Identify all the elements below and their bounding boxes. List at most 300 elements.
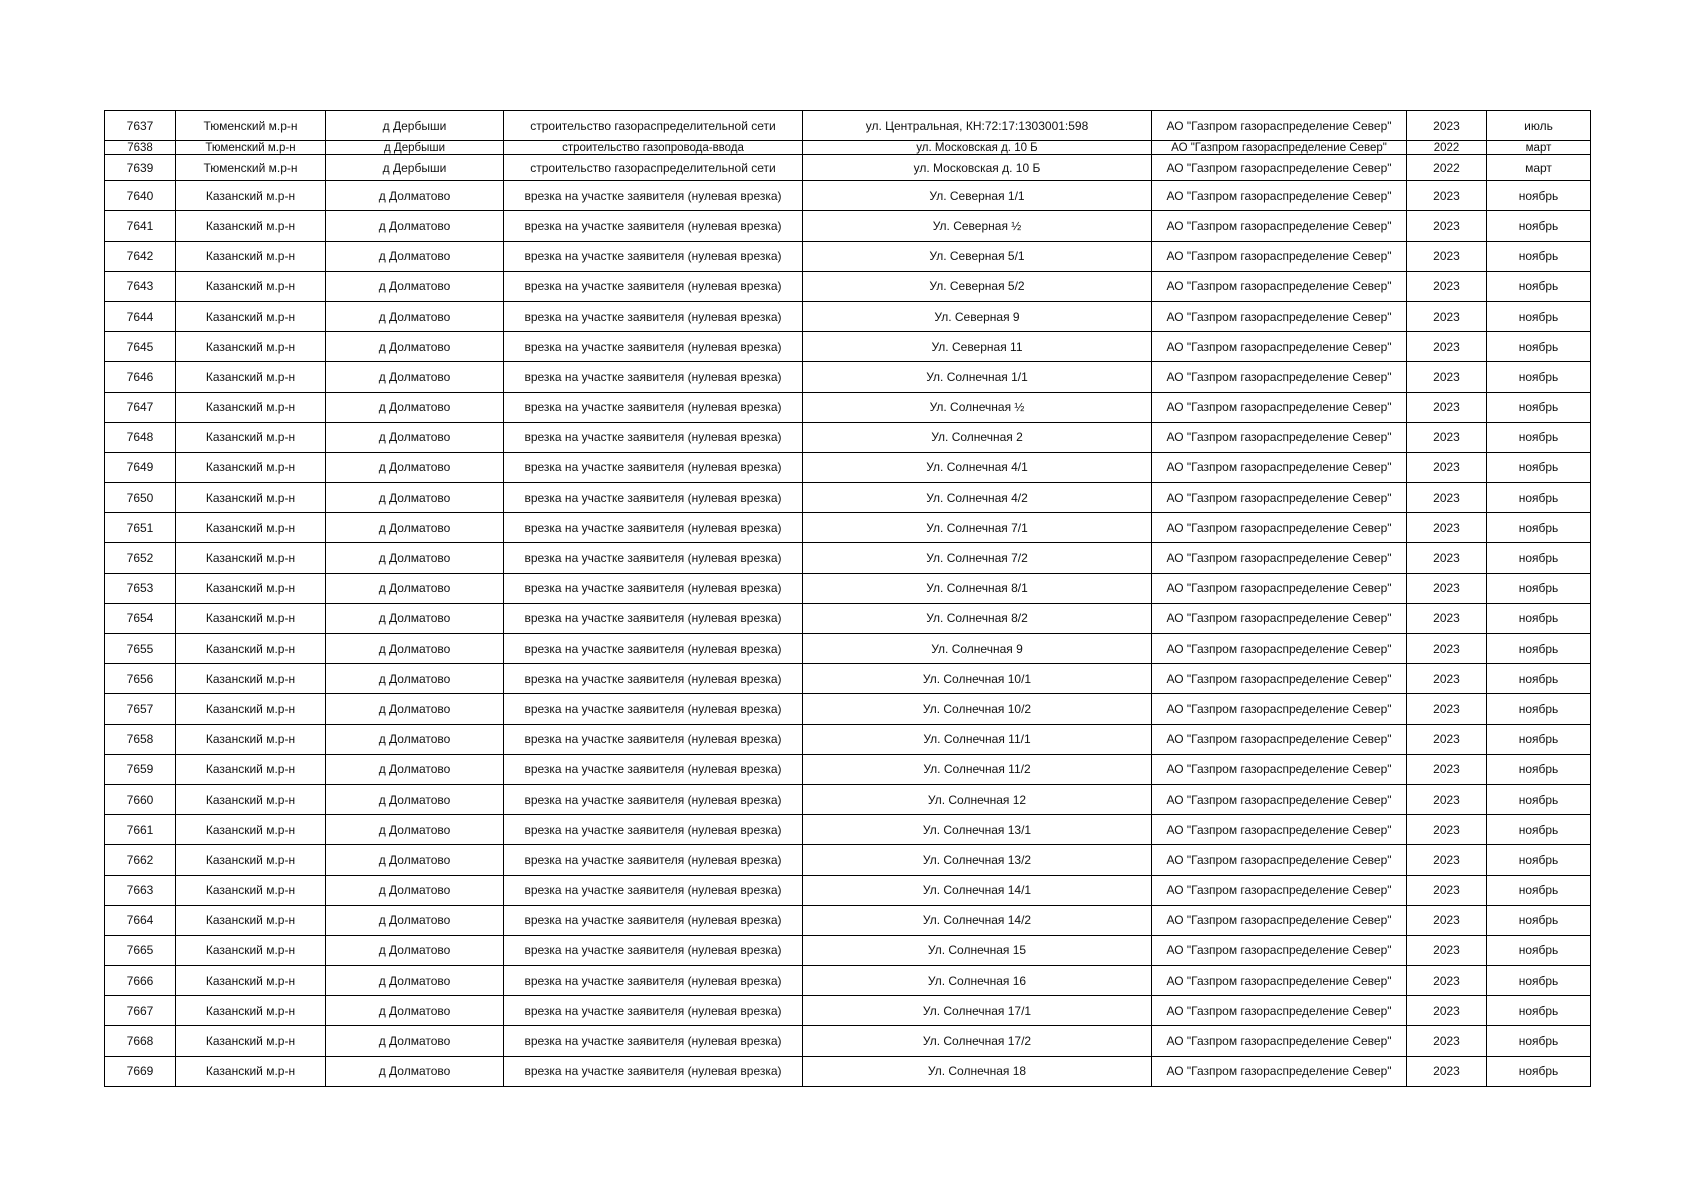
work-type-cell: врезка на участке заявителя (нулевая врезка) [504, 211, 803, 241]
district-cell: Тюменский м.р-н [176, 155, 326, 181]
table-row [105, 875, 1591, 905]
row-number-cell: 7645 [105, 332, 176, 362]
settlement-cell: д Долматово [326, 664, 504, 694]
organization-cell: АО "Газпром газораспределение Север" [1152, 452, 1407, 482]
month-cell: ноябрь [1487, 181, 1591, 211]
year-cell: 2023 [1407, 815, 1487, 845]
settlement-cell: д Долматово [326, 483, 504, 513]
district-cell: Казанский м.р-н [176, 271, 326, 301]
year-cell: 2023 [1407, 694, 1487, 724]
year-cell: 2023 [1407, 966, 1487, 996]
year-cell: 2023 [1407, 362, 1487, 392]
settlement-cell: д Долматово [326, 815, 504, 845]
month-cell: ноябрь [1487, 392, 1591, 422]
work-type-cell: врезка на участке заявителя (нулевая врезка) [504, 392, 803, 422]
settlement-cell: д Долматово [326, 1026, 504, 1056]
month-cell: ноябрь [1487, 1026, 1591, 1056]
row-number-cell: 7639 [105, 155, 176, 181]
address-cell: Ул. Солнечная 2 [803, 422, 1152, 452]
row-number-cell: 7641 [105, 211, 176, 241]
district-cell: Казанский м.р-н [176, 694, 326, 724]
year-cell: 2023 [1407, 211, 1487, 241]
work-type-cell: врезка на участке заявителя (нулевая врезка) [504, 875, 803, 905]
district-cell: Казанский м.р-н [176, 362, 326, 392]
district-cell: Казанский м.р-н [176, 483, 326, 513]
table-row [105, 271, 1591, 301]
month-cell: ноябрь [1487, 815, 1591, 845]
month-cell: ноябрь [1487, 996, 1591, 1026]
work-type-cell: врезка на участке заявителя (нулевая врезка) [504, 301, 803, 331]
table-body [105, 111, 1591, 1087]
month-cell: ноябрь [1487, 241, 1591, 271]
month-cell: март [1487, 141, 1591, 155]
month-cell: ноябрь [1487, 362, 1591, 392]
district-cell: Казанский м.р-н [176, 211, 326, 241]
row-number-cell: 7660 [105, 784, 176, 814]
address-cell: Ул. Солнечная 7/1 [803, 513, 1152, 543]
address-cell: Ул. Северная 5/1 [803, 241, 1152, 271]
district-cell: Казанский м.р-н [176, 875, 326, 905]
organization-cell: АО "Газпром газораспределение Север" [1152, 905, 1407, 935]
table-row [105, 422, 1591, 452]
year-cell: 2023 [1407, 603, 1487, 633]
work-type-cell: врезка на участке заявителя (нулевая врезка) [504, 603, 803, 633]
month-cell: ноябрь [1487, 603, 1591, 633]
settlement-cell: д Долматово [326, 362, 504, 392]
district-cell: Казанский м.р-н [176, 452, 326, 482]
address-cell: Ул. Солнечная 11/2 [803, 754, 1152, 784]
row-number-cell: 7665 [105, 935, 176, 965]
district-cell: Казанский м.р-н [176, 392, 326, 422]
organization-cell: АО "Газпром газораспределение Север" [1152, 301, 1407, 331]
work-type-cell: врезка на участке заявителя (нулевая врезка) [504, 724, 803, 754]
settlement-cell: д Долматово [326, 603, 504, 633]
address-cell: Ул. Солнечная 17/1 [803, 996, 1152, 1026]
table-row [105, 211, 1591, 241]
settlement-cell: д Долматово [326, 301, 504, 331]
work-type-cell: врезка на участке заявителя (нулевая врезка) [504, 754, 803, 784]
district-cell: Тюменский м.р-н [176, 141, 326, 155]
table-row [105, 966, 1591, 996]
district-cell: Казанский м.р-н [176, 815, 326, 845]
organization-cell: АО "Газпром газораспределение Север" [1152, 362, 1407, 392]
settlement-cell: д Долматово [326, 332, 504, 362]
row-number-cell: 7650 [105, 483, 176, 513]
work-type-cell: врезка на участке заявителя (нулевая врезка) [504, 241, 803, 271]
organization-cell: АО "Газпром газораспределение Север" [1152, 573, 1407, 603]
row-number-cell: 7643 [105, 271, 176, 301]
year-cell: 2023 [1407, 271, 1487, 301]
organization-cell: АО "Газпром газораспределение Север" [1152, 815, 1407, 845]
address-cell: Ул. Солнечная 8/1 [803, 573, 1152, 603]
year-cell: 2023 [1407, 301, 1487, 331]
year-cell: 2023 [1407, 845, 1487, 875]
organization-cell: АО "Газпром газораспределение Север" [1152, 211, 1407, 241]
table-row [105, 362, 1591, 392]
work-type-cell: врезка на участке заявителя (нулевая врезка) [504, 543, 803, 573]
month-cell: ноябрь [1487, 754, 1591, 784]
organization-cell: АО "Газпром газораспределение Север" [1152, 875, 1407, 905]
row-number-cell: 7656 [105, 664, 176, 694]
table-row [105, 664, 1591, 694]
settlement-cell: д Долматово [326, 845, 504, 875]
district-cell: Казанский м.р-н [176, 301, 326, 331]
year-cell: 2023 [1407, 573, 1487, 603]
table-row [105, 815, 1591, 845]
work-type-cell: врезка на участке заявителя (нулевая врезка) [504, 784, 803, 814]
district-cell: Казанский м.р-н [176, 543, 326, 573]
row-number-cell: 7666 [105, 966, 176, 996]
district-cell: Казанский м.р-н [176, 784, 326, 814]
table-row [105, 483, 1591, 513]
month-cell: ноябрь [1487, 724, 1591, 754]
district-cell: Казанский м.р-н [176, 996, 326, 1026]
address-cell: ул. Московская д. 10 Б [803, 141, 1152, 155]
work-type-cell: врезка на участке заявителя (нулевая врезка) [504, 634, 803, 664]
table-row [105, 543, 1591, 573]
work-type-cell: врезка на участке заявителя (нулевая врезка) [504, 815, 803, 845]
settlement-cell: д Долматово [326, 784, 504, 814]
settlement-cell: д Долматово [326, 422, 504, 452]
organization-cell: АО "Газпром газораспределение Север" [1152, 996, 1407, 1026]
settlement-cell: д Долматово [326, 452, 504, 482]
year-cell: 2023 [1407, 754, 1487, 784]
work-type-cell: врезка на участке заявителя (нулевая врезка) [504, 905, 803, 935]
district-cell: Казанский м.р-н [176, 754, 326, 784]
table-row [105, 452, 1591, 482]
district-cell: Казанский м.р-н [176, 1026, 326, 1056]
work-type-cell: врезка на участке заявителя (нулевая врезка) [504, 1026, 803, 1056]
settlement-cell: д Долматово [326, 634, 504, 664]
settlement-cell: д Долматово [326, 694, 504, 724]
year-cell: 2023 [1407, 181, 1487, 211]
row-number-cell: 7644 [105, 301, 176, 331]
month-cell: ноябрь [1487, 905, 1591, 935]
work-type-cell: врезка на участке заявителя (нулевая врезка) [504, 362, 803, 392]
work-type-cell: врезка на участке заявителя (нулевая врезка) [504, 332, 803, 362]
organization-cell: АО "Газпром газораспределение Север" [1152, 1056, 1407, 1086]
month-cell: ноябрь [1487, 332, 1591, 362]
settlement-cell: д Долматово [326, 905, 504, 935]
address-cell: Ул. Солнечная ½ [803, 392, 1152, 422]
table-row [105, 155, 1591, 181]
district-cell: Казанский м.р-н [176, 966, 326, 996]
month-cell: июль [1487, 111, 1591, 141]
table-row [105, 845, 1591, 875]
settlement-cell: д Долматово [326, 573, 504, 603]
year-cell: 2022 [1407, 141, 1487, 155]
row-number-cell: 7658 [105, 724, 176, 754]
settlement-cell: д Долматово [326, 392, 504, 422]
work-type-cell: врезка на участке заявителя (нулевая врезка) [504, 664, 803, 694]
row-number-cell: 7651 [105, 513, 176, 543]
district-cell: Казанский м.р-н [176, 935, 326, 965]
month-cell: март [1487, 155, 1591, 181]
row-number-cell: 7664 [105, 905, 176, 935]
district-cell: Казанский м.р-н [176, 845, 326, 875]
table-row [105, 754, 1591, 784]
row-number-cell: 7659 [105, 754, 176, 784]
address-cell: Ул. Солнечная 7/2 [803, 543, 1152, 573]
organization-cell: АО "Газпром газораспределение Север" [1152, 784, 1407, 814]
table-row [105, 634, 1591, 664]
year-cell: 2023 [1407, 935, 1487, 965]
month-cell: ноябрь [1487, 483, 1591, 513]
table-row [105, 603, 1591, 633]
address-cell: Ул. Солнечная 18 [803, 1056, 1152, 1086]
work-type-cell: врезка на участке заявителя (нулевая врезка) [504, 452, 803, 482]
year-cell: 2023 [1407, 634, 1487, 664]
address-cell: Ул. Солнечная 8/2 [803, 603, 1152, 633]
address-cell: Ул. Солнечная 13/2 [803, 845, 1152, 875]
month-cell: ноябрь [1487, 664, 1591, 694]
organization-cell: АО "Газпром газораспределение Север" [1152, 935, 1407, 965]
settlement-cell: д Долматово [326, 543, 504, 573]
month-cell: ноябрь [1487, 634, 1591, 664]
year-cell: 2023 [1407, 332, 1487, 362]
district-cell: Казанский м.р-н [176, 603, 326, 633]
address-cell: Ул. Северная 5/2 [803, 271, 1152, 301]
year-cell: 2023 [1407, 996, 1487, 1026]
settlement-cell: д Долматово [326, 966, 504, 996]
organization-cell: АО "Газпром газораспределение Север" [1152, 271, 1407, 301]
settlement-cell: д Долматово [326, 211, 504, 241]
organization-cell: АО "Газпром газораспределение Север" [1152, 513, 1407, 543]
settlement-cell: д Долматово [326, 241, 504, 271]
year-cell: 2023 [1407, 784, 1487, 814]
address-cell: Ул. Солнечная 10/1 [803, 664, 1152, 694]
work-type-cell: строительство газопровода-ввода [504, 141, 803, 155]
work-type-cell: врезка на участке заявителя (нулевая врезка) [504, 513, 803, 543]
address-cell: Ул. Солнечная 1/1 [803, 362, 1152, 392]
year-cell: 2023 [1407, 513, 1487, 543]
year-cell: 2023 [1407, 241, 1487, 271]
table-row [105, 392, 1591, 422]
year-cell: 2023 [1407, 875, 1487, 905]
table-row [105, 996, 1591, 1026]
month-cell: ноябрь [1487, 452, 1591, 482]
organization-cell: АО "Газпром газораспределение Север" [1152, 483, 1407, 513]
table-row [105, 935, 1591, 965]
table-row [105, 573, 1591, 603]
work-type-cell: врезка на участке заявителя (нулевая врезка) [504, 996, 803, 1026]
address-cell: ул. Московская д. 10 Б [803, 155, 1152, 181]
address-cell: ул. Центральная, КН:72:17:1303001:598 [803, 111, 1152, 141]
address-cell: Ул. Солнечная 4/1 [803, 452, 1152, 482]
district-cell: Казанский м.р-н [176, 724, 326, 754]
work-type-cell: врезка на участке заявителя (нулевая врезка) [504, 422, 803, 452]
table-row [105, 694, 1591, 724]
row-number-cell: 7646 [105, 362, 176, 392]
month-cell: ноябрь [1487, 1056, 1591, 1086]
settlement-cell: д Долматово [326, 513, 504, 543]
address-cell: Ул. Солнечная 14/1 [803, 875, 1152, 905]
organization-cell: АО "Газпром газораспределение Север" [1152, 392, 1407, 422]
address-cell: Ул. Солнечная 17/2 [803, 1026, 1152, 1056]
month-cell: ноябрь [1487, 694, 1591, 724]
table-row [105, 141, 1591, 155]
year-cell: 2023 [1407, 1056, 1487, 1086]
year-cell: 2023 [1407, 724, 1487, 754]
row-number-cell: 7657 [105, 694, 176, 724]
month-cell: ноябрь [1487, 966, 1591, 996]
work-type-cell: врезка на участке заявителя (нулевая врезка) [504, 694, 803, 724]
table-row [105, 181, 1591, 211]
address-cell: Ул. Солнечная 4/2 [803, 483, 1152, 513]
organization-cell: АО "Газпром газораспределение Север" [1152, 966, 1407, 996]
table-row [105, 784, 1591, 814]
organization-cell: АО "Газпром газораспределение Север" [1152, 155, 1407, 181]
work-type-cell: врезка на участке заявителя (нулевая врезка) [504, 181, 803, 211]
row-number-cell: 7652 [105, 543, 176, 573]
organization-cell: АО "Газпром газораспределение Север" [1152, 141, 1407, 155]
organization-cell: АО "Газпром газораспределение Север" [1152, 422, 1407, 452]
year-cell: 2023 [1407, 452, 1487, 482]
row-number-cell: 7648 [105, 422, 176, 452]
district-cell: Казанский м.р-н [176, 241, 326, 271]
address-cell: Ул. Солнечная 15 [803, 935, 1152, 965]
settlement-cell: д Долматово [326, 754, 504, 784]
work-type-cell: врезка на участке заявителя (нулевая врезка) [504, 845, 803, 875]
organization-cell: АО "Газпром газораспределение Север" [1152, 664, 1407, 694]
settlement-cell: д Долматово [326, 935, 504, 965]
district-cell: Казанский м.р-н [176, 513, 326, 543]
month-cell: ноябрь [1487, 271, 1591, 301]
table-row [105, 332, 1591, 362]
district-cell: Тюменский м.р-н [176, 111, 326, 141]
data-table [104, 110, 1591, 1087]
district-cell: Казанский м.р-н [176, 634, 326, 664]
organization-cell: АО "Газпром газораспределение Север" [1152, 181, 1407, 211]
year-cell: 2023 [1407, 664, 1487, 694]
work-type-cell: строительство газораспределительной сети [504, 155, 803, 181]
row-number-cell: 7649 [105, 452, 176, 482]
year-cell: 2023 [1407, 111, 1487, 141]
organization-cell: АО "Газпром газораспределение Север" [1152, 111, 1407, 141]
address-cell: Ул. Солнечная 11/1 [803, 724, 1152, 754]
organization-cell: АО "Газпром газораспределение Север" [1152, 543, 1407, 573]
table-row [105, 724, 1591, 754]
document-page [104, 110, 1590, 1087]
address-cell: Ул. Солнечная 16 [803, 966, 1152, 996]
table-row [105, 241, 1591, 271]
district-cell: Казанский м.р-н [176, 181, 326, 211]
month-cell: ноябрь [1487, 784, 1591, 814]
month-cell: ноябрь [1487, 301, 1591, 331]
settlement-cell: д Долматово [326, 1056, 504, 1086]
district-cell: Казанский м.р-н [176, 905, 326, 935]
district-cell: Казанский м.р-н [176, 1056, 326, 1086]
settlement-cell: д Дербыши [326, 141, 504, 155]
settlement-cell: д Долматово [326, 996, 504, 1026]
month-cell: ноябрь [1487, 935, 1591, 965]
district-cell: Казанский м.р-н [176, 664, 326, 694]
organization-cell: АО "Газпром газораспределение Север" [1152, 845, 1407, 875]
settlement-cell: д Долматово [326, 724, 504, 754]
row-number-cell: 7640 [105, 181, 176, 211]
month-cell: ноябрь [1487, 875, 1591, 905]
year-cell: 2023 [1407, 422, 1487, 452]
organization-cell: АО "Газпром газораспределение Север" [1152, 724, 1407, 754]
settlement-cell: д Долматово [326, 271, 504, 301]
address-cell: Ул. Солнечная 13/1 [803, 815, 1152, 845]
row-number-cell: 7662 [105, 845, 176, 875]
address-cell: Ул. Солнечная 12 [803, 784, 1152, 814]
address-cell: Ул. Северная 11 [803, 332, 1152, 362]
row-number-cell: 7654 [105, 603, 176, 633]
row-number-cell: 7637 [105, 111, 176, 141]
year-cell: 2022 [1407, 155, 1487, 181]
row-number-cell: 7655 [105, 634, 176, 664]
address-cell: Ул. Северная 1/1 [803, 181, 1152, 211]
organization-cell: АО "Газпром газораспределение Север" [1152, 332, 1407, 362]
organization-cell: АО "Газпром газораспределение Север" [1152, 241, 1407, 271]
table-row [105, 1026, 1591, 1056]
address-cell: Ул. Солнечная 10/2 [803, 694, 1152, 724]
table-row [105, 111, 1591, 141]
work-type-cell: врезка на участке заявителя (нулевая врезка) [504, 966, 803, 996]
table-row [105, 1056, 1591, 1086]
settlement-cell: д Долматово [326, 181, 504, 211]
month-cell: ноябрь [1487, 573, 1591, 603]
month-cell: ноябрь [1487, 513, 1591, 543]
district-cell: Казанский м.р-н [176, 573, 326, 603]
table-row [105, 905, 1591, 935]
organization-cell: АО "Газпром газораспределение Север" [1152, 1026, 1407, 1056]
row-number-cell: 7661 [105, 815, 176, 845]
work-type-cell: врезка на участке заявителя (нулевая врезка) [504, 573, 803, 603]
year-cell: 2023 [1407, 1026, 1487, 1056]
settlement-cell: д Дербыши [326, 155, 504, 181]
year-cell: 2023 [1407, 905, 1487, 935]
table-row [105, 513, 1591, 543]
address-cell: Ул. Северная 9 [803, 301, 1152, 331]
row-number-cell: 7653 [105, 573, 176, 603]
year-cell: 2023 [1407, 543, 1487, 573]
work-type-cell: врезка на участке заявителя (нулевая врезка) [504, 483, 803, 513]
row-number-cell: 7667 [105, 996, 176, 1026]
row-number-cell: 7669 [105, 1056, 176, 1086]
row-number-cell: 7663 [105, 875, 176, 905]
organization-cell: АО "Газпром газораспределение Север" [1152, 634, 1407, 664]
row-number-cell: 7638 [105, 141, 176, 155]
work-type-cell: врезка на участке заявителя (нулевая врезка) [504, 1056, 803, 1086]
month-cell: ноябрь [1487, 211, 1591, 241]
work-type-cell: строительство газораспределительной сети [504, 111, 803, 141]
row-number-cell: 7642 [105, 241, 176, 271]
settlement-cell: д Дербыши [326, 111, 504, 141]
row-number-cell: 7647 [105, 392, 176, 422]
organization-cell: АО "Газпром газораспределение Север" [1152, 603, 1407, 633]
work-type-cell: врезка на участке заявителя (нулевая врезка) [504, 935, 803, 965]
settlement-cell: д Долматово [326, 875, 504, 905]
organization-cell: АО "Газпром газораспределение Север" [1152, 754, 1407, 784]
district-cell: Казанский м.р-н [176, 332, 326, 362]
address-cell: Ул. Северная ½ [803, 211, 1152, 241]
year-cell: 2023 [1407, 483, 1487, 513]
address-cell: Ул. Солнечная 14/2 [803, 905, 1152, 935]
district-cell: Казанский м.р-н [176, 422, 326, 452]
work-type-cell: врезка на участке заявителя (нулевая врезка) [504, 271, 803, 301]
month-cell: ноябрь [1487, 845, 1591, 875]
month-cell: ноябрь [1487, 543, 1591, 573]
month-cell: ноябрь [1487, 422, 1591, 452]
row-number-cell: 7668 [105, 1026, 176, 1056]
organization-cell: АО "Газпром газораспределение Север" [1152, 694, 1407, 724]
table-row [105, 301, 1591, 331]
address-cell: Ул. Солнечная 9 [803, 634, 1152, 664]
year-cell: 2023 [1407, 392, 1487, 422]
